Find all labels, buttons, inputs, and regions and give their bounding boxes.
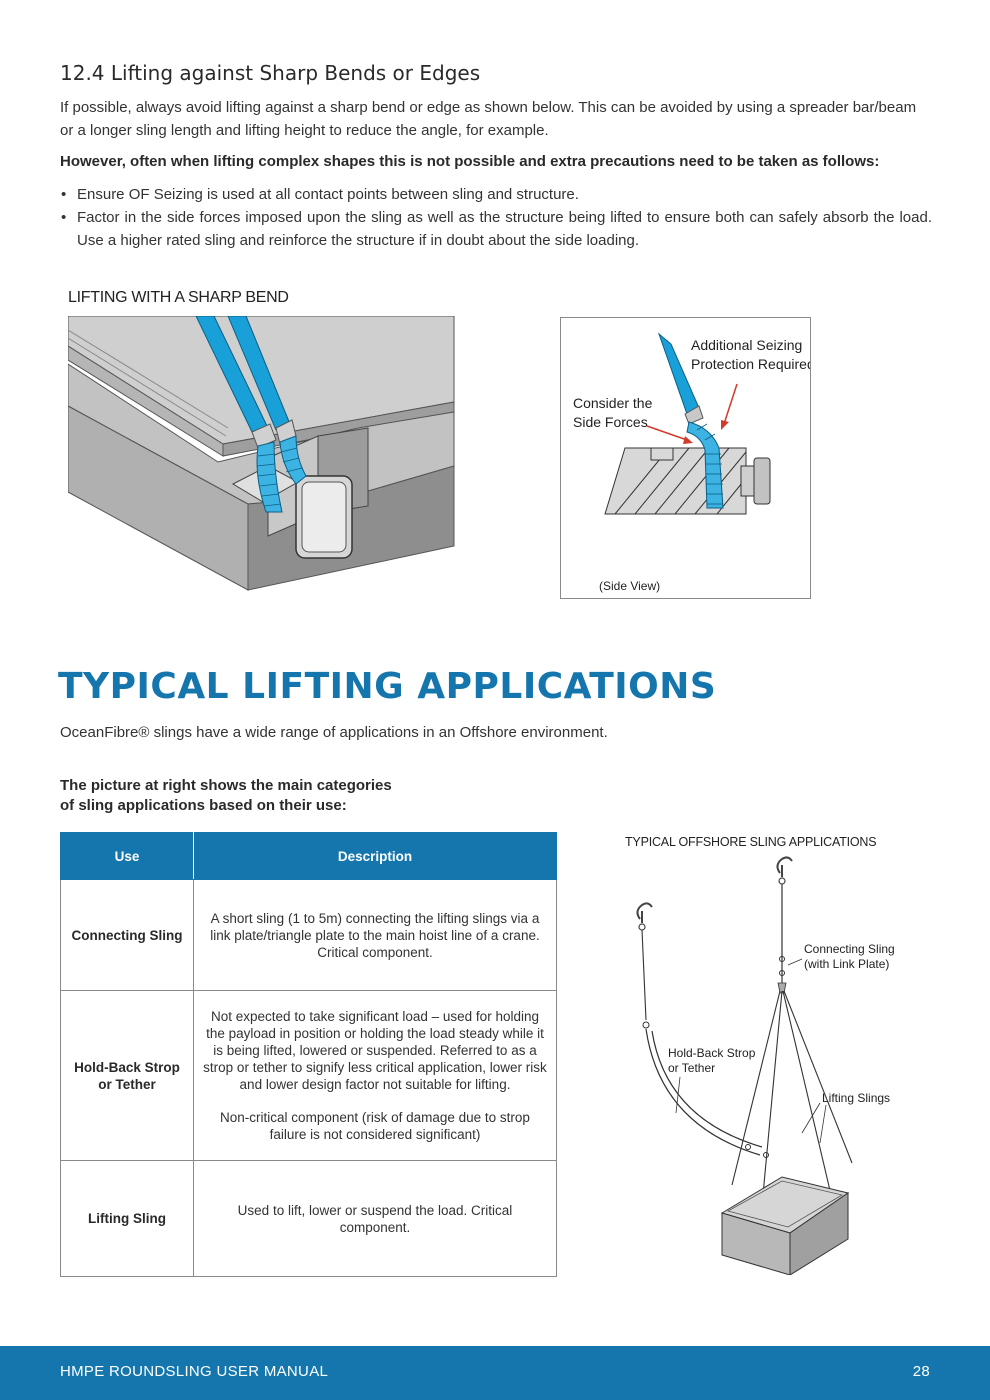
label-holdback-2: or Tether — [668, 1061, 716, 1075]
col-header-use: Use — [61, 833, 194, 880]
label-connecting-2: (with Link Plate) — [804, 957, 890, 971]
col-header-description: Description — [194, 833, 557, 880]
offshore-sling-diagram — [620, 855, 910, 1275]
table-row — [61, 991, 557, 1161]
sharp-bend-illustration — [68, 316, 456, 596]
table-header-row — [61, 833, 557, 880]
applications-title: TYPICAL LIFTING APPLICATIONS — [58, 666, 717, 707]
label-connecting-1: Connecting Sling — [804, 942, 895, 956]
sling-uses-table — [60, 832, 557, 1277]
section-bold-note: However, often when lifting complex shapes this is not possible and extra precautions need to be taken as follows: — [60, 153, 880, 170]
label-seizing-2: Protection Required — [691, 356, 810, 372]
label-holdback-1: Hold-Back Strop — [668, 1046, 756, 1060]
applications-lead — [60, 776, 392, 816]
description-text: A short sling (1 to 5m) connecting the lifting slings via a link plate/triangle plate to the main hoist line of a crane. Critical component. — [210, 910, 540, 960]
description-text: Used to lift, lower or suspend the load. Critical component. — [237, 1202, 513, 1235]
label-forces-2: Side Forces — [573, 414, 648, 430]
description-text: Not expected to take significant load – used for holding the payload in position or holding the load steady while it is being lifted, lowered or suspended. Referred to as a strop or tether to signify less critical application, lower risk and lower design factor not suitable for lifting. — [203, 1009, 547, 1092]
description-text: Non-critical component (risk of damage due to strop failure is not considered significant) — [220, 1110, 530, 1142]
label-lifting-slings: Lifting Slings — [822, 1091, 891, 1105]
footer-title: HMPE ROUNDSLING USER MANUAL — [60, 1363, 329, 1380]
page-number: 28 — [912, 1363, 930, 1380]
table-row — [61, 1161, 557, 1277]
use-cell: Hold-Back Strop or Tether — [61, 991, 194, 1161]
section-intro: If possible, always avoid lifting against a sharp bend or edge as shown below. This can be avoided by using a spreader bar/beam or a longer sling length and lifting height to reduce the angle, for example. — [60, 99, 917, 139]
section-heading: 12.4 Lifting against Sharp Bends or Edges — [60, 61, 481, 85]
applications-intro: OceanFibre® slings have a wide range of applications in an Offshore environment. — [60, 724, 608, 741]
side-view-panel — [560, 317, 811, 599]
side-view-diagram — [561, 318, 810, 598]
lead-line-1: The picture at right shows the main categories — [60, 777, 392, 794]
use-cell: Lifting Sling — [61, 1161, 194, 1277]
use-cell: Connecting Sling — [61, 880, 194, 991]
description-cell — [194, 991, 557, 1161]
label-seizing-1: Additional Seizing — [691, 337, 803, 353]
precaution-list — [60, 183, 932, 252]
description-cell — [194, 1161, 557, 1277]
list-item: • Ensure OF Seizing is used at all contact points between sling and structure. — [60, 183, 932, 206]
figure-caption: LIFTING WITH A SHARP BEND — [68, 289, 289, 306]
label-forces-1: Consider the — [573, 395, 653, 411]
description-cell — [194, 880, 557, 991]
page-footer — [0, 1346, 990, 1400]
table-row — [61, 880, 557, 991]
figure2-caption: TYPICAL OFFSHORE SLING APPLICATIONS — [625, 835, 877, 849]
lead-line-2: of sling applications based on their use: — [60, 797, 347, 814]
list-item: • Factor in the side forces imposed upon the sling as well as the structure being lifted to ensure both can safely absorb the load. Use a higher rated sling and reinforce the structure if in doubt about the side loading. — [60, 206, 932, 252]
label-side-view: (Side View) — [599, 579, 661, 593]
